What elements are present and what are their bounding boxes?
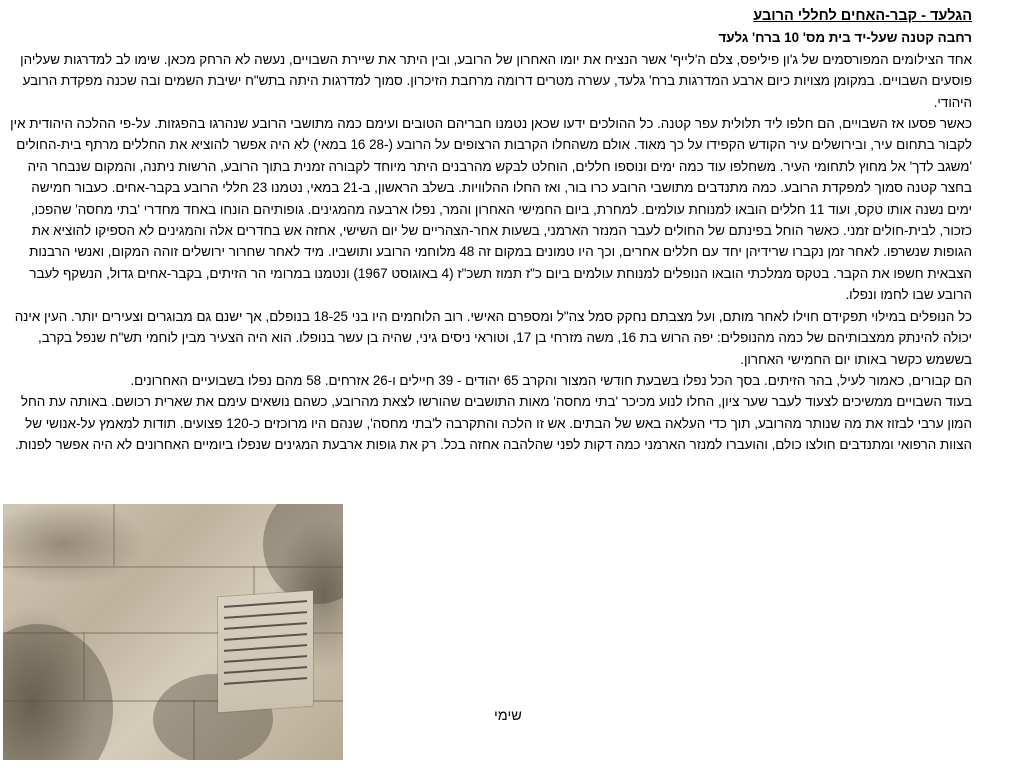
inscription-plaque — [218, 591, 313, 713]
inscription-line — [224, 622, 307, 630]
article — [8, 6, 972, 456]
page-title: הגלעד - קבר-האחים לחללי הרובע — [753, 8, 972, 24]
paragraph-1: אחד הצילומים המפורסמים של ג'ון פיליפס, צלם ה'לייף' אשר הנציח את יומו האחרון של הרובע, ובין היתר את שיירת השבויים, נעשה לא הרחק מכאן. שימו לב למדרגות שעליהן פוסעים השבויים. במקומן מצויות כיום ארבע המדרגות ברח' גלעד, עשרה מטרים דרומה מרחבת הזיכרון. סמוך למדרגות היתה בתש"ח ישיבת השמים ובה שכנה מפקדת הרובע היהודי. — [20, 51, 972, 110]
inscription-line — [224, 666, 307, 674]
tree-shadow — [3, 624, 113, 760]
photo-caption: שימי — [494, 708, 522, 724]
paragraph-4: הם קבורים, כאמור לעיל, בהר הזיתים. בסך הכל נפלו בשבעת חודשי המצור והקרב 65 יהודים - 39 חיילים ו-26 אזרחים. 58 מהם נפלו בשבועיים האחרונים. — [130, 372, 972, 388]
tree-shadow — [263, 504, 343, 604]
inscription-line — [224, 611, 307, 619]
inscription-line — [224, 677, 307, 685]
stone-seam — [113, 504, 115, 566]
memorial-plaque-photo — [3, 504, 343, 760]
inscription-line — [224, 600, 307, 608]
inscription-line — [224, 644, 307, 652]
inscription-line — [224, 655, 307, 663]
inscription-line — [224, 633, 307, 641]
paragraph-5: בעוד השבויים ממשיכים לצעוד לעבר שער ציון, החלו לנוע מכיכר 'בתי מחסה' מאות התושבים שהורשו לצאת מהרובע, כשהם נושאים עימם את שארית רכושם. באותה עת החל המון ערבי לבזוז את מה שנותר מהרובע, תוך כדי העלאה באש של הבתים. אש זו הלכה והתקרבה ל'בתי מחסה', שנהם היו מרוכזים כ-120 פצועים. תודות למאמץ על-אנושי של הצוות הרפואי ומתנדבים חולצו כולם, והועברו למנזר הארמני כמה דקות לפני שהלהבה אחזה בכל. רק את גופות ארבעת המגינים שנפלו ביומיים האחרונים לא היה אפשר לפנות. — [15, 394, 972, 453]
paragraph-3: כל הנופלים במילוי תפקידם חוילו לאחר מותם, ועל מצבתם נחקק סמל צה"ל ומספרם האישי. רוב הלוחמים היו בני 18-25 בנופלם, אך ישנם גם מבוגרים וצעירים יותר. העין אינה יכולה להינתק ממצבותיהם של כמה מהנופלים: יפה הרוש בת 16, משה מזרחי בן 17, וטוראי ניסים גיני, שהיה בן עשר בנופלו. הוא היה הצעיר מבין לוחמי תש"ח שנפל בקרב, בששמש כקשר באותו יום החמישי האחרון. — [14, 308, 972, 367]
paragraph-2: כאשר פסעו אז השבויים, הם חלפו ליד תלולית עפר קטנה. כל ההולכים ידעו שכאן נטמנו חבריהם הטובים ועימם כמה מתושבי הרובע שנהרגו בהפגזות. על-פי ההלכה היהודית אין לקבור בתחום עיר, ובירושלים עיר הקודש הקפידו על כך מאוד. אולם משהחלו הקרבות הרצופים על הרובע (-28 16 במאי) לא היה אפשר להוציא את החללים מרתף בית-החולים 'משגב לדך' אל מחוץ לתחומי העיר. משחלפו עוד כמה ימים ונוספו חללים, הוחלט לבקש מהרבנים היתר מיוחד לקבורה זמנית בתוך הרובע, הרשות ניתנה, והמקום שנבחר היה בחצר קטנה סמוך למפקדת הרובע. כמה מתנדבים מתושבי הרובע כרו בור, ואז החלו ההלוויות. בשלב הראשון, ב-21 במאי, נטמנו 23 חללי הרובע בקבר-אחים. כעבור חמישה ימים נשנה אותו טקס, ועוד 11 חללים הובאו למנוחת עולמים. למחרת, ביום החמישי האחרון והמר, נפלו ארבעה מהמגינים. גופותיהם הונחו באחד מחדרי 'בתי מחסה' שהפכו, כזכור, לבית-חולים זמני. כאשר הוחל בפינתם של החולים לעבר המנזר הארמני, בשעות אחר-הצהריים של יום השישי, אחזה אש בחדרים אלה והמגינים לא הספיקו להוציא את הגופות שנשרפו. לאחר זמן נקברו שרידיהן יחד עם חללים אחרים, וכך היו טמונים במקום זה 48 מלוחמי הרובע ותושביו. מיד לאחר שחרור ירושלים זוהה המקום, ואנשי הרבנות הצבאית חשפו את הקבר. בטקס ממלכתי הובאו הנופלים למנוחת עולמים ביום כ"ז תמוז תשכ"ז (4 באוגוסט 1967) ונטמנו במרומי הר הזיתים, בקבר-אחים גדול, הנשקף לעבר הרובע שבו לחמו ונפלו. — [10, 116, 972, 303]
location-subtitle: רחבה קטנה שעל-יד בית מס' 10 ברח' גלעד — [718, 30, 972, 46]
